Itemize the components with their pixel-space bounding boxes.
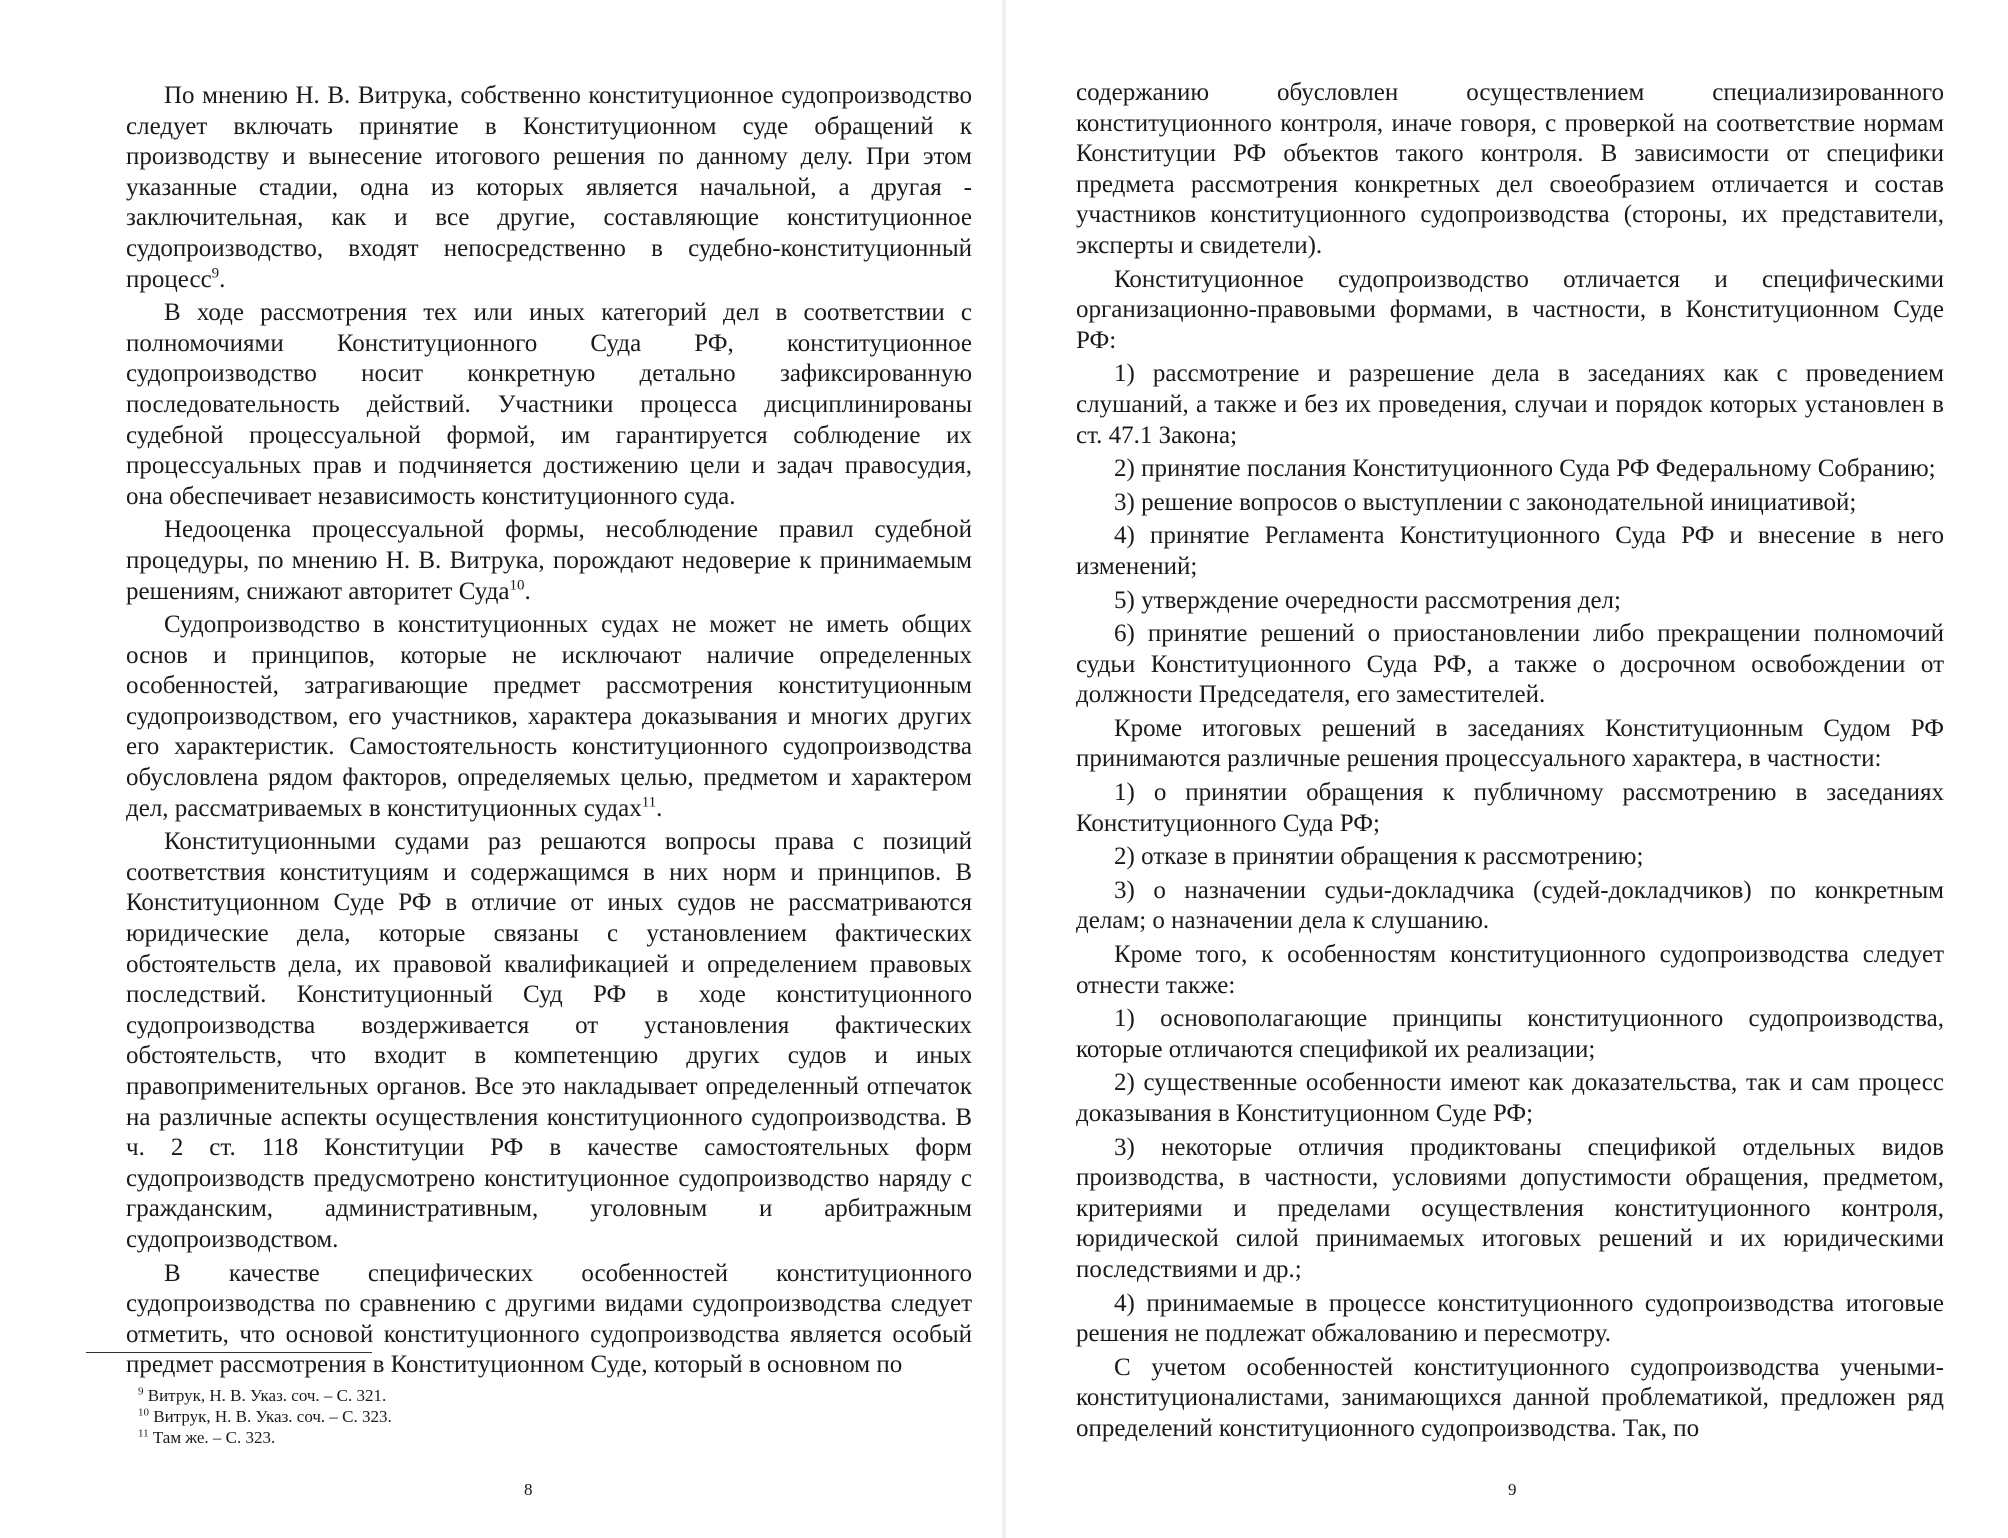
list-item: 3) решение вопросов о выступлении с законодательной инициативой; xyxy=(1114,488,1857,516)
paragraph: Недооценка процессуальной формы, несоблюдение правил судебной процедуры, по мнению Н. В. Витрука, порождают недоверие к принимаемым решениям, снижают авторитет Суда$^{10}$. xyxy=(126,516,972,605)
paragraph: Конституционное судопроизводство отличается и специфическими организационно-правовыми формами, в частности, в Конституционном Суде РФ: xyxy=(1076,265,1944,354)
paragraph: Кроме того, к особенностям конституционного судопроизводства следует отнести также: xyxy=(1076,941,1944,999)
right-page xyxy=(1004,0,2008,1538)
footnote-ref[interactable]: 10 xyxy=(509,577,525,594)
list-item: 2) существенные особенности имеют как доказательства, так и сам процесс доказывания в Конституционном Суде РФ; xyxy=(1076,1069,1944,1127)
page-number-right: 9 xyxy=(1508,1480,1517,1499)
list-item: 4) принятие Регламента Конституционного Суда РФ и внесение в него изменений; xyxy=(1076,522,1944,580)
footnote: $^{11}$ Там же. – С. 323. xyxy=(138,1427,276,1447)
footnote-ref[interactable]: 9 xyxy=(211,265,220,282)
paragraph: В ходе рассмотрения тех или иных категорий дел в соответствии с полномочиями Конституционного Суда РФ, конституционное судопроизводство носит конкретную детально зафиксированную последовательность действий. Участники процесса дисциплинированы судебной процессуальной формой, им гарантируется соблюдение их процессуальных прав и подчиняется достижению цели и задач правосудия, она обеспечивает независимость конституционного суда. xyxy=(126,299,972,510)
list-item: 5) утверждение очередности рассмотрения дел; xyxy=(1114,586,1621,614)
paragraph: Судопроизводство в конституционных судах не может не иметь общих основ и принципов, которые не исключают наличие определенных особенностей, затрагивающие предмет рассмотрения конституционным судопроизводством, его участников, характера доказывания и многих других его характеристик. Самостоятельность конституционного судопроизводства обусловлена рядом факторов, определяемых целью, предметом и характером дел, рассматриваемых в конституционных судах$^{11}$. xyxy=(126,611,972,822)
paragraph: содержанию обусловлен осуществлением специализированного конституционного контроля, иначе говоря, с проверкой на соответствие нормам Конституции РФ объектов такого контроля. В зависимости от специфики предмета рассмотрения конкретных дел своеобразием отличается и состав участников конституционного судопроизводства (стороны, их представители, эксперты и свидетели). xyxy=(1076,79,1944,259)
paragraph: Конституционными судами раз решаются вопросы права с позиций соответствия конституциям и содержащимся в них норм и принципов. В Конституционном Суде РФ в отличие от иных судов не рассматриваются юридические дела, которые связаны с установлением фактических обстоятельств дела, их правовой квалификацией и определением правовых последствий. Конституционный Суд РФ в ходе конституционного судопроизводства воздерживается от установления фактических обстоятельств, что входит в компетенцию других судов и иных правоприменительных органов. Все это накладывает определенный отпечаток на различные аспекты осуществления конституционного судопроизводства. В ч. 2 ст. 118 Конституции РФ в качестве самостоятельных форм судопроизводств предусмотрено конституционное судопроизводство наряду с гражданским, административным, уголовным и арбитражным судопроизводством. xyxy=(126,828,972,1253)
footnotes xyxy=(138,1385,738,1448)
paragraph: Кроме итоговых решений в заседаниях Конституционным Судом РФ принимаются различные решения процессуального характера, в частности: xyxy=(1076,714,1944,773)
paragraph: В качестве специфических особенностей конституционного судопроизводства по сравнению с другими видами судопроизводства следует отметить, что основой конституционного судопроизводства является особый предмет рассмотрения в Конституционном Суде, который в основном по xyxy=(126,1259,972,1379)
footnote: $^{10}$ Витрук, Н. В. Указ. соч. – С. 323. xyxy=(138,1406,392,1426)
paragraph: По мнению Н. В. Витрука, собственно конституционное судопроизводство следует включать принятие в Конституционном суде обращений к производству и вынесение итогового решения по данному делу. При этом указанные стадии, одна из которых является начальной, а другая - заключительная, как и все другие, составляющие конституционное судопроизводство, входят непосредственно в судебно-конституционный процесс$^9$. xyxy=(126,82,972,293)
list-item: 4) принимаемые в процессе конституционного судопроизводства итоговые решения не подлежат обжалованию и пересмотру. xyxy=(1076,1289,1944,1348)
list-item: 2) принятие послания Конституционного Суда РФ Федеральному Собранию; xyxy=(1114,455,1936,483)
paragraph: С учетом особенностей конституционного судопроизводства учеными-конституционалистами, занимающихся данной проблематикой, предложен ряд определений конституционного судопроизводства. Так, по xyxy=(1076,1353,1944,1442)
list-item: 3) некоторые отличия продиктованы спецификой отдельных видов производства, в частности, условиями допустимости обращения, предметом, критериями и пределами осуществления конституционного контроля, юридической силой принимаемых итоговых решений и их юридическими последствиями и др.; xyxy=(1076,1133,1944,1283)
page-number-left: 8 xyxy=(524,1480,533,1499)
list-item: 1) основополагающие принципы конституционного судопроизводства, которые отличаются спецификой их реализации; xyxy=(1076,1005,1944,1063)
list-item: 1) о принятии обращения к публичному рассмотрению в заседаниях Конституционного Суда РФ; xyxy=(1076,779,1944,837)
footnote-separator xyxy=(86,1352,372,1353)
footnote: $^9$ Витрук, Н. В. Указ. соч. – С. 321. xyxy=(138,1385,387,1405)
left-page-text xyxy=(126,81,972,1384)
footnote-ref[interactable]: 11 xyxy=(641,794,657,811)
list-item: 1) рассмотрение и разрешение дела в заседаниях как с проведением слушаний, а также и без их проведения, случаи и порядок которых установлен в ст. 47.1 Закона; xyxy=(1076,360,1944,449)
right-page-text xyxy=(1076,78,1944,1448)
list-item: 6) принятие решений о приостановлении либо прекращении полномочий судьи Конституционного Суда РФ, а также о досрочном освобождении от должности Председателя, его заместителей. xyxy=(1076,620,1944,709)
list-item: 2) отказе в принятии обращения к рассмотрению; xyxy=(1114,843,1644,871)
list-item: 3) о назначении судьи-докладчика (судей-докладчиков) по конкретным делам; о назначении дела к слушанию. xyxy=(1076,876,1944,935)
